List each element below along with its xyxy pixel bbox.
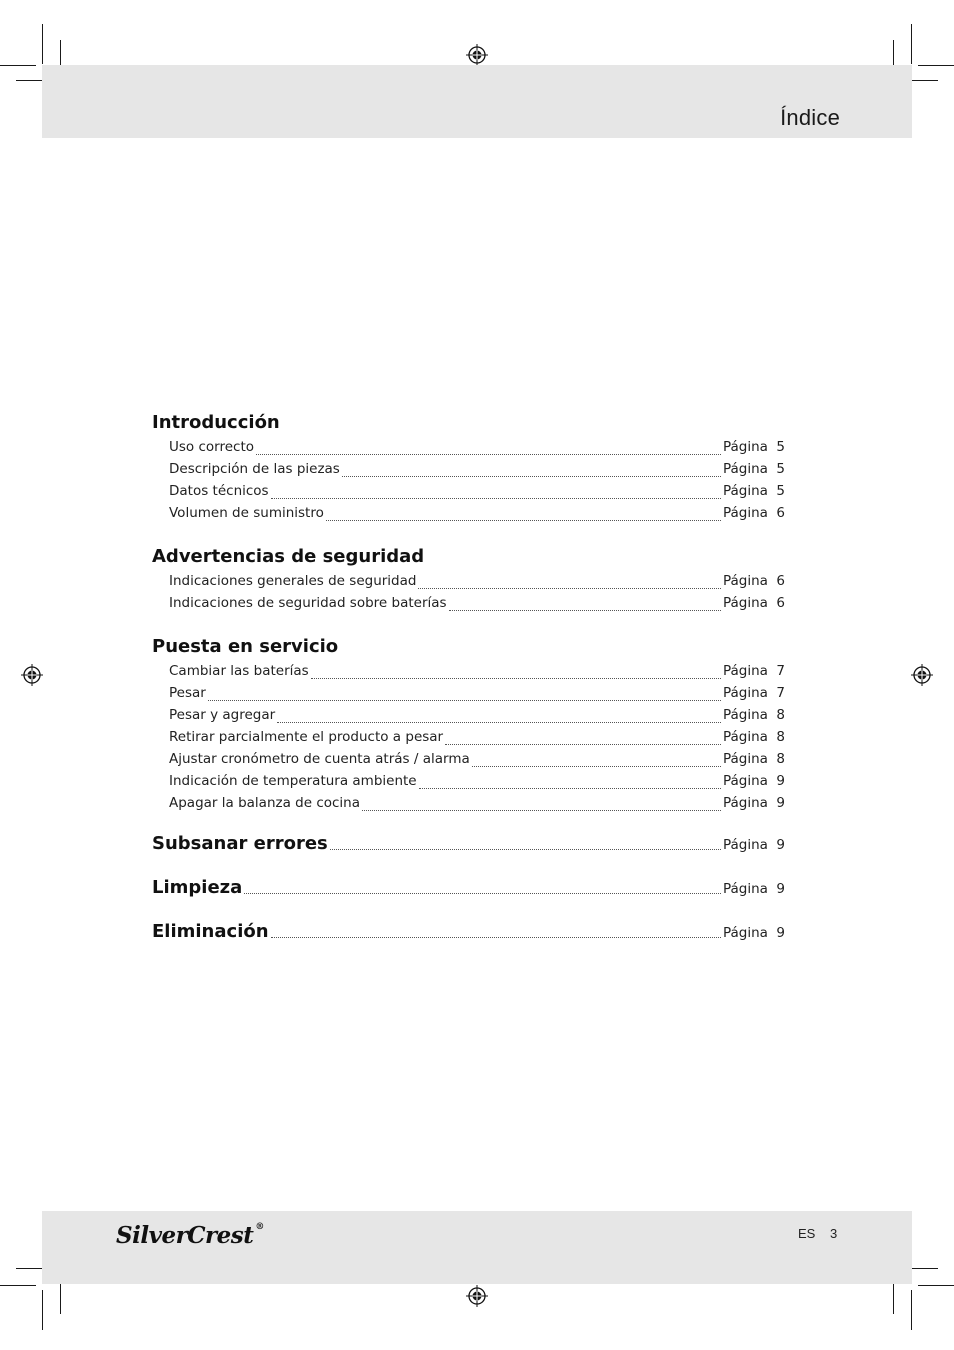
page-number: 9	[776, 795, 785, 811]
page-number: 8	[776, 729, 785, 745]
page-word: Página	[723, 773, 768, 789]
registration-mark-icon	[466, 44, 488, 66]
page-word: Página	[723, 595, 768, 611]
dot-leader	[445, 734, 721, 745]
dot-leader	[472, 756, 721, 767]
toc-entry[interactable]	[152, 726, 785, 748]
crop-mark	[911, 24, 912, 64]
dot-leader	[271, 927, 721, 938]
section-title: Limpieza	[152, 877, 243, 898]
table-of-contents	[152, 410, 785, 946]
dot-leader	[342, 466, 721, 477]
page-word: Página	[723, 505, 768, 521]
page-number: 8	[776, 751, 785, 767]
crop-mark	[918, 1285, 954, 1286]
entry-label: Descripción de las piezas	[169, 461, 340, 477]
toc-entry[interactable]	[152, 502, 785, 524]
dot-leader	[244, 883, 721, 894]
crop-mark	[42, 1290, 43, 1330]
toc-entry[interactable]	[152, 660, 785, 682]
crop-mark	[0, 65, 36, 66]
crop-mark	[60, 1282, 61, 1314]
toc-entry[interactable]	[152, 436, 785, 458]
toc-entry[interactable]	[152, 770, 785, 792]
toc-entry[interactable]	[152, 592, 785, 614]
registration-mark-icon	[21, 664, 43, 686]
page-number: 9	[776, 881, 785, 897]
toc-entry[interactable]	[152, 682, 785, 704]
dot-leader	[326, 510, 721, 521]
toc-section	[152, 410, 785, 524]
page-word: Página	[723, 439, 768, 455]
entry-label: Cambiar las baterías	[169, 663, 309, 679]
page-word: Página	[723, 461, 768, 477]
entry-label: Apagar la balanza de cocina	[169, 795, 360, 811]
toc-entry[interactable]	[152, 792, 785, 814]
crop-mark	[42, 24, 43, 64]
entry-label: Indicación de temperatura ambiente	[169, 773, 417, 789]
dot-leader	[208, 690, 721, 701]
page-word: Página	[723, 573, 768, 589]
page-number: 5	[776, 439, 785, 455]
page-number: 5	[776, 483, 785, 499]
page-word: Página	[723, 795, 768, 811]
toc-main-entry[interactable]	[152, 918, 785, 946]
entry-label: Ajustar cronómetro de cuenta atrás / alarma	[169, 751, 470, 767]
brand-logo	[116, 1222, 264, 1249]
toc-section	[152, 544, 785, 614]
entry-label: Volumen de suministro	[169, 505, 324, 521]
brand-name: SilverCrest	[116, 1222, 254, 1249]
section-title: Puesta en servicio	[152, 636, 339, 657]
toc-section	[152, 634, 785, 814]
language-code: ES	[798, 1226, 816, 1241]
toc-entry[interactable]	[152, 704, 785, 726]
page-word: Página	[723, 925, 768, 941]
dot-leader	[311, 668, 721, 679]
page-number-footer: 3	[830, 1226, 838, 1241]
dot-leader	[449, 600, 721, 611]
section-title: Eliminación	[152, 921, 269, 942]
registration-mark-icon	[466, 1285, 488, 1307]
toc-main-entry[interactable]	[152, 874, 785, 902]
entry-label: Datos técnicos	[169, 483, 269, 499]
page-word: Página	[723, 685, 768, 701]
page-word: Página	[723, 881, 768, 897]
crop-mark	[0, 1285, 36, 1286]
section-title: Subsanar errores	[152, 833, 328, 854]
dot-leader	[330, 839, 721, 850]
page-number: 9	[776, 773, 785, 789]
entry-label: Indicaciones de seguridad sobre baterías	[169, 595, 447, 611]
page-number: 6	[776, 595, 785, 611]
page-number: 7	[776, 685, 785, 701]
footer-band	[42, 1211, 912, 1284]
crop-mark	[911, 1290, 912, 1330]
dot-leader	[362, 800, 721, 811]
crop-mark	[908, 1268, 938, 1269]
page-word: Página	[723, 751, 768, 767]
page-word: Página	[723, 483, 768, 499]
page-number: 7	[776, 663, 785, 679]
page-number: 5	[776, 461, 785, 477]
dot-leader	[271, 488, 721, 499]
page-number: 6	[776, 573, 785, 589]
page-number: 9	[776, 925, 785, 941]
page-title: Índice	[780, 105, 840, 130]
page-word: Página	[723, 729, 768, 745]
toc-entry[interactable]	[152, 748, 785, 770]
entry-label: Indicaciones generales de seguridad	[169, 573, 417, 589]
dot-leader	[419, 778, 721, 789]
toc-main-entry[interactable]	[152, 830, 785, 858]
entry-label: Pesar y agregar	[169, 707, 276, 723]
crop-mark	[918, 65, 954, 66]
page-number: 6	[776, 505, 785, 521]
toc-entry[interactable]	[152, 480, 785, 502]
entry-label: Retirar parcialmente el producto a pesar	[169, 729, 444, 745]
dot-leader	[256, 444, 721, 455]
registration-mark-icon	[911, 664, 933, 686]
trademark-symbol: ®	[255, 1222, 264, 1232]
header-band	[42, 65, 912, 138]
page-word: Página	[723, 837, 768, 853]
dot-leader	[277, 712, 721, 723]
toc-entry[interactable]	[152, 570, 785, 592]
dot-leader	[418, 578, 721, 589]
page-word: Página	[723, 663, 768, 679]
section-title: Advertencias de seguridad	[152, 546, 425, 567]
page-word: Página	[723, 707, 768, 723]
entry-label: Pesar	[169, 685, 206, 701]
crop-mark	[893, 1282, 894, 1314]
entry-label: Uso correcto	[169, 439, 254, 455]
toc-entry[interactable]	[152, 458, 785, 480]
page-number: 9	[776, 837, 785, 853]
section-title: Introducción	[152, 412, 280, 433]
crop-mark	[908, 80, 938, 81]
page-number: 8	[776, 707, 785, 723]
